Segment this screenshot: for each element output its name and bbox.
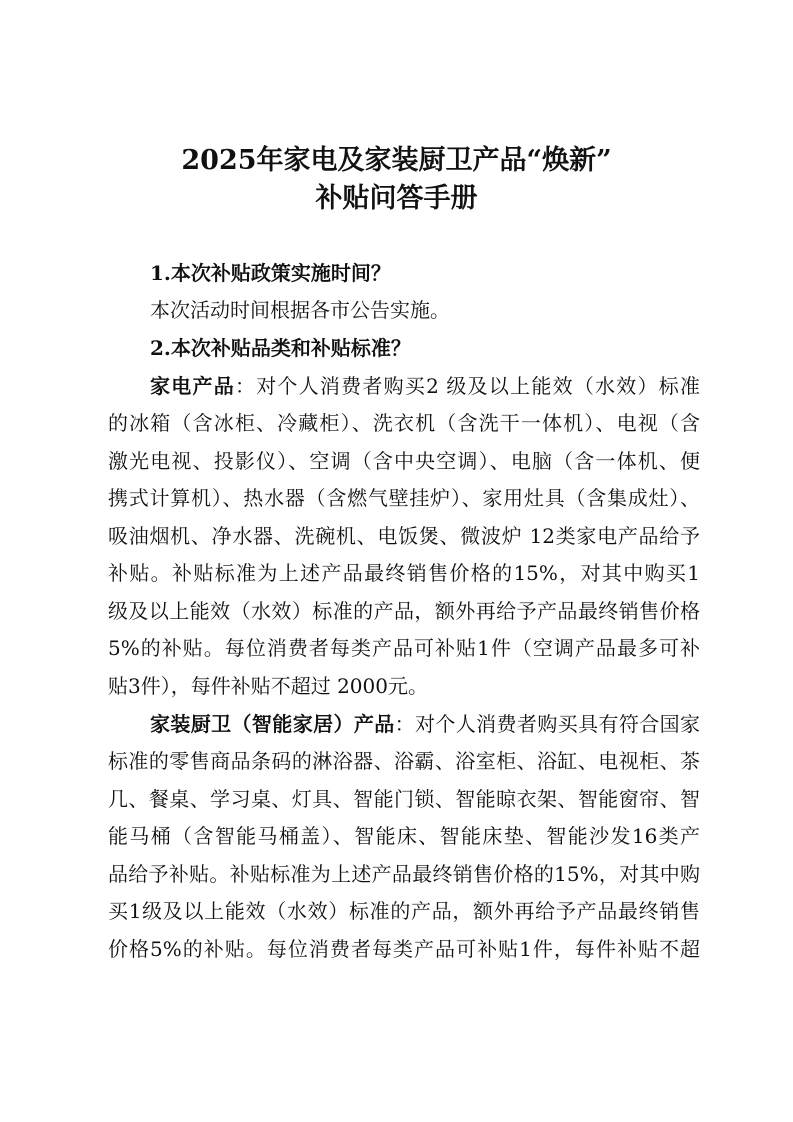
paragraph-line	[150, 706, 700, 743]
appliances-label: 家电产品	[150, 374, 235, 398]
paragraph-line: 5%的补贴。每位消费者每类产品可补贴1件（空调产品最多可补	[108, 636, 700, 660]
home-products-label: 家装厨卫（智能家居）产品	[150, 712, 395, 736]
paragraph-line: 标准的零售商品条码的淋浴器、浴霸、浴室柜、浴缸、电视柜、茶	[108, 749, 700, 773]
paragraph-line: 携式计算机）、热水器（含燃气壁挂炉）、家用灶具（含集成灶）、	[108, 486, 700, 510]
paragraph-line	[150, 368, 700, 405]
paragraph-line: 能马桶（含智能马桶盖）、智能床、智能床垫、智能沙发16类产	[108, 824, 700, 848]
paragraph-line: 激光电视、投影仪）、空调（含中央空调）、电脑（含一体机、便	[108, 449, 700, 473]
paragraph-line: 级及以上能效（水效）标准的产品，额外再给予产品最终销售价格	[108, 599, 700, 623]
paragraph-text: ：对个人消费者购买具有符合国家	[394, 712, 701, 736]
paragraph-line: 品给予补贴。补贴标准为上述产品最终销售价格的15%，对其中购	[108, 862, 700, 886]
paragraph-line: 买1级及以上能效（水效）标准的产品，额外再给予产品最终销售	[108, 899, 700, 923]
paragraph-text: ：对个人消费者购买2 级及以上能效（水效）标准	[234, 374, 700, 398]
paragraph-line: 几、餐桌、学习桌、灯具、智能门锁、智能晾衣架、智能窗帘、智	[108, 787, 700, 811]
paragraph-line: 贴3件），每件补贴不超过 2000元。	[108, 674, 428, 698]
paragraph-line: 价格5%的补贴。每位消费者每类产品可补贴1件，每件补贴不超	[108, 937, 700, 961]
title-line-1: 2025年家电及家装厨卫产品“焕新”	[181, 145, 612, 176]
title-line-2: 补贴问答手册	[315, 183, 478, 214]
paragraph-line: 补贴。补贴标准为上述产品最终销售价格的15%，对其中购买1	[108, 561, 700, 585]
answer-1: 本次活动时间根据各市公告实施。	[150, 298, 450, 322]
question-2: 2.本次补贴品类和补贴标准？	[150, 336, 411, 360]
paragraph-line: 的冰箱（含冰柜、冷藏柜）、洗衣机（含洗干一体机）、电视（含	[108, 411, 700, 435]
paragraph-line: 吸油烟机、净水器、洗碗机、电饭煲、微波炉 12类家电产品给予	[108, 524, 700, 548]
question-1: 1.本次补贴政策实施时间？	[150, 261, 391, 285]
